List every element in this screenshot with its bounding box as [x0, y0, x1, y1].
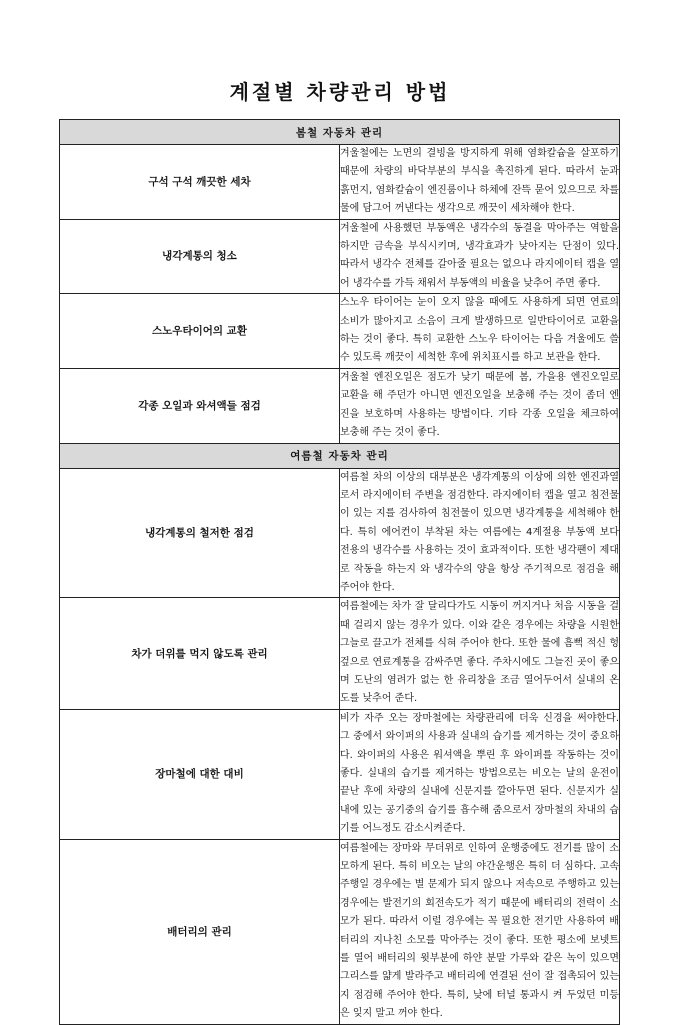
table-row: [60, 839, 620, 1024]
section-header-row: [60, 120, 620, 145]
row-text: 여름철에는 차가 잘 달리다가도 시동이 꺼지거나 처음 시동을 걸 때 걸리지 않는 경우가 있다. 이와 같은 경우에는 차량을 시원한 그늘로 끌고가 전체를 식혀 주어야 한다. 또한 물에 흠뻑 적신 헝겊으로 연료계통을 감싸주면 좋다. 주차시에도 그늘진 곳이 좋으며 도난의 염려가 없는 한 유리창을 조금 열어두어서 실내의 온도를 낮추어 준다.: [340, 598, 620, 709]
row-label: 스노우타이어의 교환: [60, 294, 340, 369]
row-text: 겨울철에는 노면의 결빙을 방지하게 위해 염화칼슘을 살포하기 때문에 차량의 바닥부분의 부식을 촉진하게 된다. 따라서 눈과 흙먼지, 염화칼슘이 엔진룸이나 하체에 잔뜩 묻어 있으므로 차를 물에 담그어 꺼낸다는 생각으로 깨끗이 세차해야 한다.: [340, 145, 620, 220]
table-row: [60, 368, 620, 443]
row-label: 냉각계통의 철저한 점검: [60, 468, 340, 598]
row-text: 비가 자주 오는 장마철에는 차량관리에 더욱 신경을 써야한다. 그 중에서 와이퍼의 사용과 실내의 습기를 제거하는 것이 중요하다. 와이퍼의 사용은 워셔액을 뿌린 후 와이퍼를 작동하는 것이 좋다. 실내의 습기를 제거하는 방법으로는 비오는 날의 운전이 끝난 후에 차량의 실내에 신문지를 깔아두면 된다. 신문지가 실내에 있는 공기중의 습기를 흡수해 줌으로서 장마철의 차내의 습기를 어느정도 감소시켜준다.: [340, 709, 620, 839]
row-label: 구석 구석 깨끗한 세차: [60, 145, 340, 220]
row-text: 겨울철 엔진오일은 점도가 낮기 때문에 봄, 가을용 엔진오일로 교환을 해 주던가 아니면 엔진오일을 보충해 주는 것이 좀더 엔진을 보호하며 사용하는 방법이다. 기타 각종 오일을 체크하여 보충해 주는 것이 좋다.: [340, 368, 620, 443]
table-row: [60, 598, 620, 709]
vehicle-care-table: [59, 119, 620, 1025]
row-label: 각종 오일과 와셔액들 점검: [60, 368, 340, 443]
table-row: [60, 468, 620, 598]
section-header-row: [60, 443, 620, 468]
table-row: [60, 294, 620, 369]
document-title: 계절별 차량관리 방법: [229, 80, 451, 104]
table-row: [60, 709, 620, 839]
row-label: 냉각계통의 청소: [60, 219, 340, 294]
row-text: 여름철에는 장마와 무더위로 인하여 운행중에도 전기를 많이 소모하게 된다. 특히 비오는 날의 야간운행은 특히 더 심하다. 고속주행일 경우에는 별 문제가 되지 않으나 저속으로 주행하고 있는 경우에는 발전기의 회전속도가 적기 때문에 배터리의 전력이 소모가 된다. 따라서 이럴 경우에는 꼭 필요한 전기만 사용하여 배터리의 지나친 소모를 막아주는 것이 좋다. 또한 평소에 보넷트를 열어 배터리의 윗부분에 하얀 분말 가루와 같은 녹이 있으면 그리스를 얇게 발라주고 배터리에 연결된 선이 잘 접촉되어 있는지 점검해 주어야 한다. 특히, 낮에 터널 통과시 켜 두었던 미등은 잊지 말고 꺼야 한다.: [340, 839, 620, 1024]
section-header-summer: 여름철 자동차 관리: [60, 443, 620, 468]
table-row: [60, 145, 620, 220]
row-label: 차가 더위를 먹지 않도록 관리: [60, 598, 340, 709]
row-text: 스노우 타이어는 눈이 오지 않을 때에도 사용하게 되면 연료의 소비가 많아지고 소음이 크게 발생하므로 일반타이어로 교환을 하는 것이 좋다. 특히 교환한 스노우 타이어는 다음 겨울에도 쓸 수 있도록 깨끗이 세척한 후에 위치표시를 하고 보관을 한다.: [340, 294, 620, 369]
row-text: 겨울철에 사용했던 부동액은 냉각수의 동결을 막아주는 역할을 하지만 금속을 부식시키며, 냉각효과가 낮아지는 단점이 있다. 따라서 냉각수 전체를 갈아줄 필요는 없으나 라지에이터 캡을 열어 냉각수를 가득 채워서 부동액의 비율을 낮추어 주면 좋다.: [340, 219, 620, 294]
row-label: 배터리의 관리: [60, 839, 340, 1024]
section-header-spring: 봄철 자동차 관리: [60, 120, 620, 145]
table-row: [60, 219, 620, 294]
row-text: 여름철 차의 이상의 대부분은 냉각계통의 이상에 의한 엔진과열로서 라지에이터 주변을 점검한다. 라지에이터 캡을 열고 침전물이 있는 지를 검사하여 침전물이 있으면 냉각계통을 세척해야 한다. 특히 에어컨이 부착된 차는 여름에는 4계절용 부동액 보다 전용의 냉각수를 사용하는 것이 효과적이다. 또한 냉각팬이 제대로 작동을 하는지 와 냉각수의 양을 항상 주기적으로 점검을 해 주어야 한다.: [340, 468, 620, 598]
row-label: 장마철에 대한 대비: [60, 709, 340, 839]
